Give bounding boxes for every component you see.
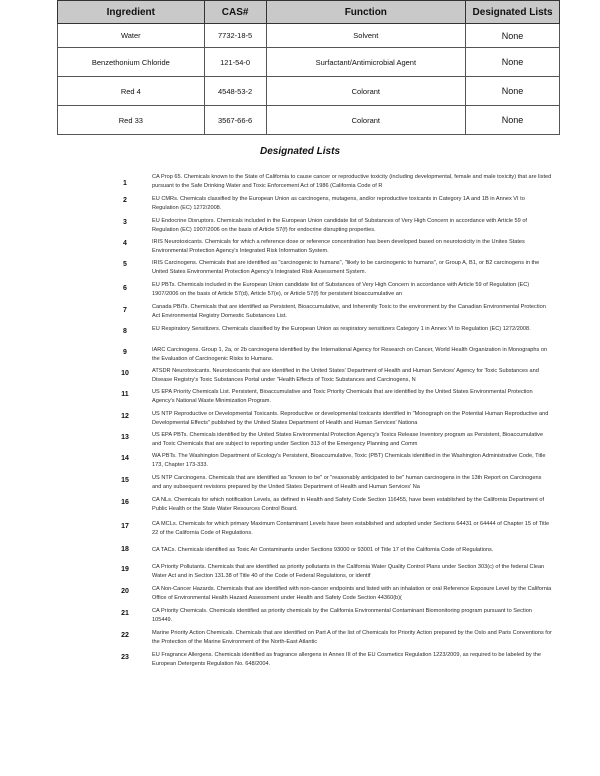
lists-cell: None	[466, 48, 560, 77]
function-cell: Solvent	[266, 24, 466, 48]
list-item	[0, 195, 600, 217]
list-text: Marine Priority Action Chemicals. Chemicals that are identified on Part A of the list of Chemicals for Priority Action prepared by the Oslo and Paris Conventions for the Protection of the Marine Environment of the North-East Atlantic	[152, 630, 552, 645]
cas-cell: 3567-66-6	[204, 106, 266, 135]
list-item	[0, 217, 600, 239]
list-text: Canada PBiTs. Chemicals that are identified as Persistent, Bioaccumulative, and Inherently Toxic to the environment by the Canadian Environmental Protection Act Environmental Registry Domestic Substances List.	[152, 304, 546, 319]
list-text: CA TACs. Chemicals identified as Toxic Air Contaminants under Sections 93000 or 93001 of Title 17 of the California Code of Regulations.	[152, 547, 494, 553]
ingredient-cell: Benzethonium Chloride	[58, 48, 205, 77]
list-item	[0, 607, 600, 629]
list-number: 14	[121, 455, 129, 462]
list-number: 20	[121, 588, 129, 595]
list-number: 19	[121, 566, 129, 573]
list-text: ATSDR Neurotoxicants. Neurotoxicants that are identified in the United States' Department of Health and Human Services' Agency for Toxic Substances and Disease Registry's Toxic Substances Portal under "Health Effects of Toxic Substances and Carcinogens, N	[152, 368, 539, 383]
list-number: 11	[121, 391, 129, 398]
lists-cell: None	[466, 106, 560, 135]
list-item	[0, 346, 600, 368]
list-item	[0, 388, 600, 410]
list-item	[0, 563, 600, 585]
list-item	[0, 259, 600, 281]
list-text: US EPA Priority Chemicals List. Persistent, Bioaccumulative and Toxic Priority Chemicals that are identified by the United States Environmental Protection Agency's National Waste Minimization Program.	[152, 389, 533, 404]
list-item	[0, 410, 600, 432]
table-row	[58, 106, 560, 135]
list-number: 22	[121, 632, 129, 639]
header-ingredient: Ingredient	[58, 1, 205, 24]
list-text: CA NLs. Chemicals for which notification Levels, as defined in Health and Safety Code Section 116455, have been established by the California Department of Public Health or the State Water Resources Control Board.	[152, 497, 544, 512]
list-number: 8	[123, 328, 127, 335]
list-number: 12	[121, 413, 129, 420]
function-cell: Colorant	[266, 106, 466, 135]
list-text: CA Priority Chemicals. Chemicals identified as priority chemicals by the California Environmental Contaminant Biomonitoring program pursuant to Section 105449.	[152, 608, 532, 623]
list-number: 1	[123, 180, 127, 187]
list-item	[0, 585, 600, 607]
function-cell: Surfactant/Antimicrobial Agent	[266, 48, 466, 77]
list-text: EU Fragrance Allergens. Chemicals identified as fragrance allergens in Annex III of the EU Cosmetics Regulation 1223/2009, as required to be labeled by the European Detergents Regulation No. 648/2004.	[152, 652, 541, 667]
list-text: EU Endocrine Disruptors. Chemicals included in the European Union candidate list of Substances of Very High Concern in accordance with Article 59 of Regulation (EC) 1907/2006 on the basis of Article 57(f) for endocrine disrupting properties.	[152, 218, 527, 233]
list-text: CA Non-Cancer Hazards. Chemicals that are identified with non-cancer endpoints and listed with an inhalation or oral Reference Exposure Level by the California Office of Environmental Health Hazard Assessment under Health and Safety Code Section 44360(b)(	[152, 586, 552, 601]
header-designated-lists: Designated Lists	[466, 1, 560, 24]
list-item	[0, 173, 600, 195]
ingredient-cell: Red 33	[58, 106, 205, 135]
list-item	[0, 651, 600, 673]
list-text: CA MCLs. Chemicals for which primary Maximum Contaminant Levels have been established and adopted under Sections 64431 or 64444 of Chapter 15 of Title 22 of the California Code of Regulations.	[152, 521, 550, 536]
list-number: 23	[121, 654, 129, 661]
lists-cell: None	[466, 24, 560, 48]
list-text: US NTP Carcinogens. Chemicals that are identified as "known to be" or "reasonably anticipated to be" human carcinogens in the 13th Report on Carcinogens and any subsequent revisions prepared by the United States Department of Health and Human Services' Na	[152, 475, 542, 490]
list-item	[0, 431, 600, 453]
list-number: 7	[123, 307, 127, 314]
list-text: CA Prop 65. Chemicals known to the State of California to cause cancer or reproductive toxicity (including developmental, female and male toxicity) that are listed pursuant to the Safe Drinking Water and Toxic Enforcement Act of 1986 (California Code of R	[152, 174, 552, 189]
list-item	[0, 629, 600, 651]
list-item	[0, 238, 600, 260]
list-number: 6	[123, 285, 127, 292]
list-item	[0, 452, 600, 474]
list-text: IARC Carcinogens. Group 1, 2a, or 2b carcinogens identified by the International Agency for Research on Cancer, World Health Organization in Monographs on the Evaluation of Carcinogenic Risks to Humans.	[152, 347, 548, 362]
list-text: EU PBTs. Chemicals included in the European Union candidate list of Substances of Very High Concern in accordance with Article 59 of Regulation (EC) 1907/2006 on the basis of Article 57(d), Article 57(e), or Article 57(f) for persistent bioaccumulative an	[152, 282, 530, 297]
list-number: 13	[121, 434, 129, 441]
ingredient-table	[57, 0, 560, 135]
list-item	[0, 281, 600, 303]
designated-lists-title: Designated Lists	[259, 146, 341, 157]
lists-cell: None	[466, 77, 560, 106]
ingredient-cell: Red 4	[58, 77, 205, 106]
header-cas: CAS#	[204, 1, 266, 24]
list-number: 10	[121, 370, 129, 377]
table-row	[58, 48, 560, 77]
header-function: Function	[266, 1, 466, 24]
list-number: 18	[121, 546, 129, 553]
list-item	[0, 325, 600, 347]
list-number: 16	[121, 499, 129, 506]
list-number: 9	[123, 349, 127, 356]
table-header-row	[58, 1, 560, 24]
list-text: WA PBTs. The Washington Department of Ecology's Persistent, Bioaccumulative, Toxic (PBT) Chemicals identified in the Washington Administrative Code, Title 173, Chapter 173-333.	[152, 453, 546, 468]
ingredient-cell: Water	[58, 24, 205, 48]
list-text: IRIS Neurotoxicants. Chemicals for which a reference dose or reference concentration has been developed based on neurotoxicity in the Unites States Environmental Protection Agency's Integrated Risk Information System.	[152, 239, 525, 254]
list-number: 17	[121, 523, 129, 530]
table-row	[58, 24, 560, 48]
table-row	[58, 77, 560, 106]
list-text: IRIS Carcinogens. Chemicals that are identified as "carcinogenic to humans", "likely to be carcinogenic to humans", or Group A, B1, or B2 carcinogens in the United States Environmental Protection Agency's Integrated Risk Assessment System.	[152, 260, 540, 275]
list-number: 4	[123, 240, 127, 247]
list-text: EU Respiratory Sensitizers. Chemicals classified by the European Union as respiratory sensitizers Category 1 in Annex VI to Regulation (EC) 1272/2008.	[152, 326, 531, 332]
cas-cell: 7732-18-5	[204, 24, 266, 48]
list-number: 21	[121, 610, 129, 617]
list-item	[0, 303, 600, 325]
list-item	[0, 474, 600, 496]
list-text: US EPA PBTs. Chemicals identified by the United States Environmental Protection Agency's Toxics Release Inventory program as Persistent, Bioaccumulative and Toxic Chemicals that are subject to reporting under Section 313 of the Emergency Planning and Comm	[152, 432, 544, 447]
list-item	[0, 496, 600, 518]
cas-cell: 4548-53-2	[204, 77, 266, 106]
cas-cell: 121-54-0	[204, 48, 266, 77]
list-text: EU CMRs. Chemicals classified by the European Union as carcinogens, mutagens, and/or reproductive toxicants in Category 1A and 1B in Annex VI to Regulation (EC) 1272/2008.	[152, 196, 525, 211]
list-item	[0, 520, 600, 542]
list-number: 15	[121, 477, 129, 484]
list-number: 3	[123, 219, 127, 226]
list-text: CA Priority Pollutants. Chemicals that are identified as priority pollutants in the California Water Quality Control Plans under Section 303(c) of the federal Clean Water Act and in Section 131.38 of Title 40 of the Code of Federal Regulations, or identif	[152, 564, 545, 579]
list-number: 2	[123, 197, 127, 204]
list-number: 5	[123, 261, 127, 268]
list-text: US NTP Reproductive or Developmental Toxicants. Reproductive or developmental toxicants identified in "Monograph on the Potential Human Reproductive and Developmental Effects" published by the United States Department of Health and Human Services' Nationa	[152, 411, 549, 426]
function-cell: Colorant	[266, 77, 466, 106]
list-item	[0, 367, 600, 389]
